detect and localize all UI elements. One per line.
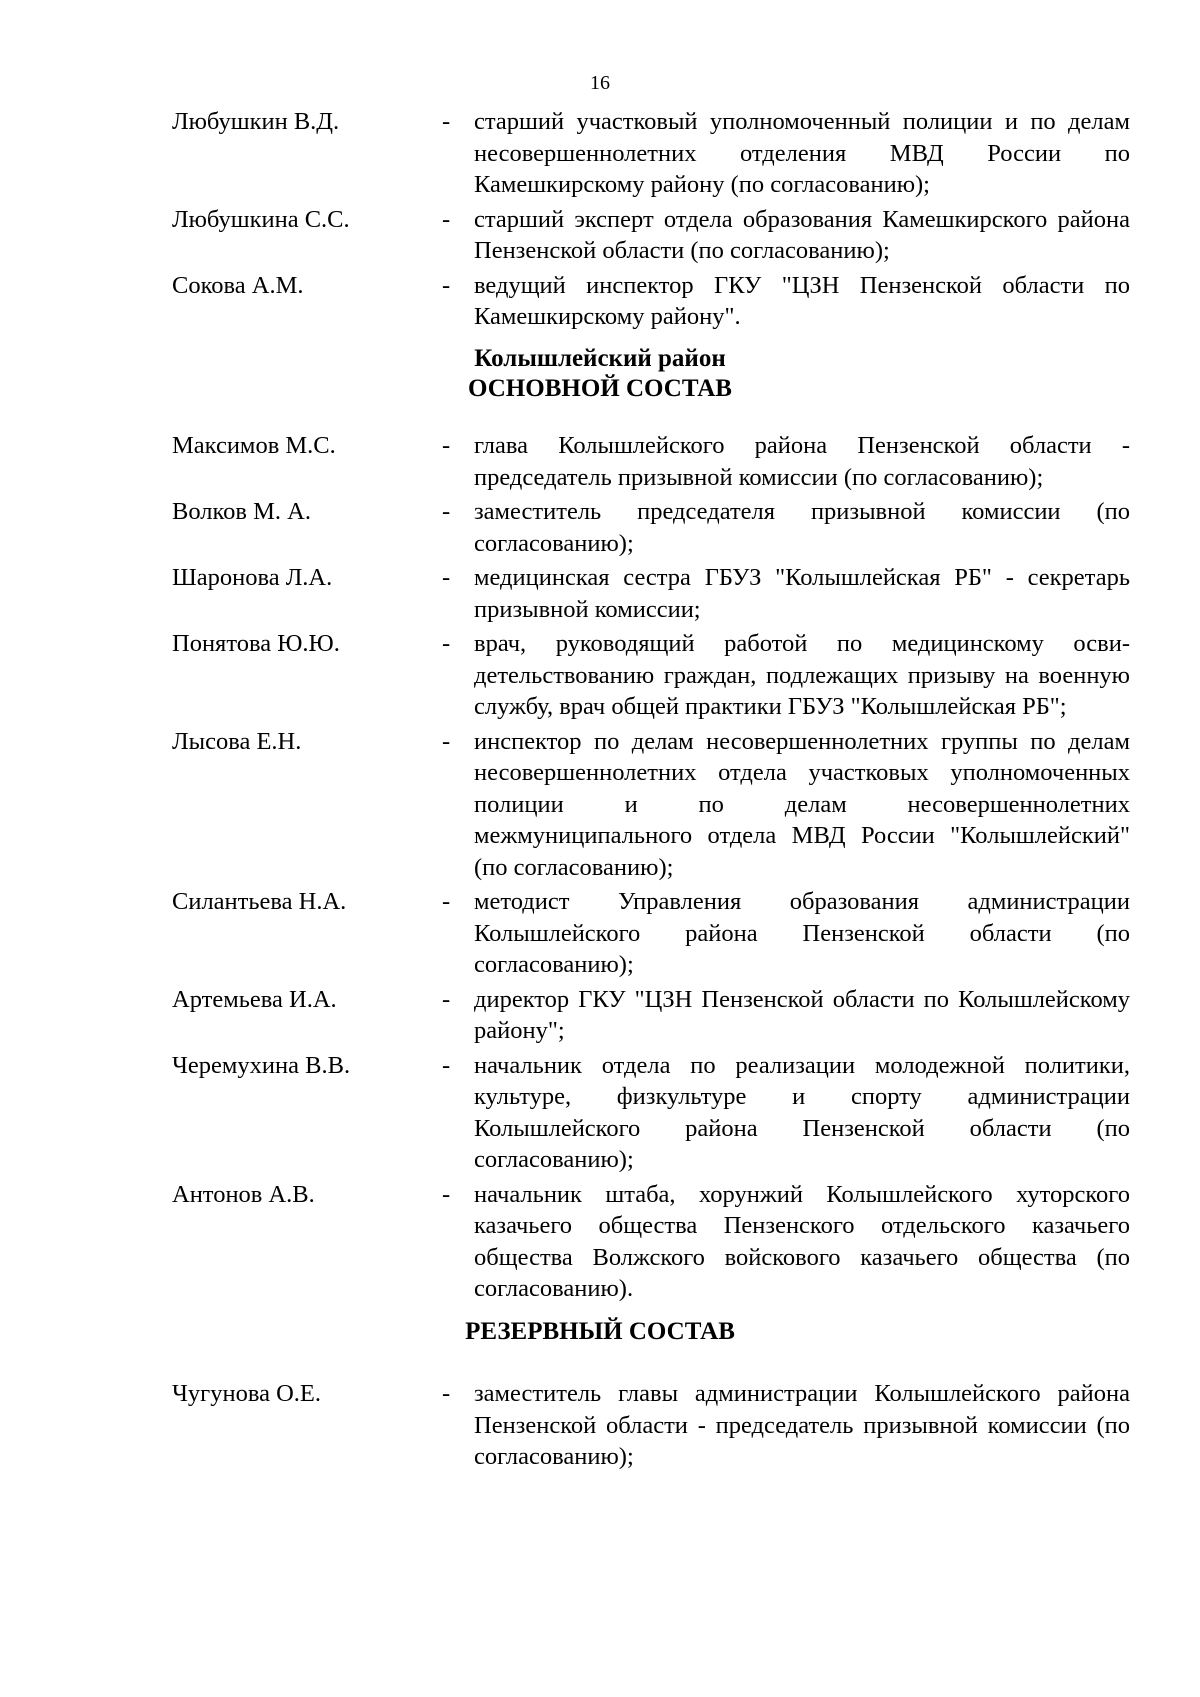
list-item <box>172 430 1130 493</box>
list-item <box>172 106 1130 201</box>
list-item <box>172 726 1130 884</box>
member-name: Силантьева Н.А. <box>172 888 347 915</box>
member-position: глава Колышлейского района Пензенской области - председатель призывной комиссии (по согласованию); <box>474 432 1130 491</box>
member-name: Чугунова О.Е. <box>172 1380 321 1407</box>
member-position: врач, руководящий работой по медицинскому осви-детельствованию граждан, подлежащих призыву на военную службу, врач общей практики ГБУЗ "Колышлейская РБ"; <box>474 630 1130 720</box>
list-item <box>172 496 1130 559</box>
member-position: начальник отдела по реализации молодежной политики, культуре, физкультуре и спорту администрации Колышлейского района Пензенской области (по согласованию); <box>474 1051 1130 1173</box>
dash: - <box>442 1051 451 1079</box>
member-position: методист Управления образования администрации Колышлейского района Пензенской области (по согласованию); <box>474 888 1130 978</box>
member-position: начальник штаба, хорунжий Колышлейского хуторского казачьего общества Пензенского отдельского казачьего общества Волжского войскового казачьего общества (по согласованию). <box>474 1180 1130 1302</box>
dash: - <box>442 1380 451 1407</box>
list-item <box>172 628 1130 723</box>
member-name: Артемьева И.А. <box>172 985 337 1013</box>
list-item <box>172 1050 1130 1176</box>
list-item <box>172 984 1130 1047</box>
member-name: Шаронова Л.А. <box>172 564 333 591</box>
member-name: Антонов А.В. <box>172 1180 315 1208</box>
dash: - <box>442 205 451 233</box>
member-position: ведущий инспектор ГКУ "ЦЗН Пензенской области по Камешкирскому району". <box>474 271 1130 330</box>
member-position: заместитель председателя призывной комиссии (по согласованию); <box>474 498 1130 557</box>
member-position: старший эксперт отдела образования Камешкирского района Пензенской области (по согласованию); <box>474 205 1130 264</box>
reserve-composition-heading: РЕЗЕРВНЫЙ СОСТАВ <box>465 1318 735 1345</box>
dash: - <box>442 888 451 915</box>
dash: - <box>442 985 451 1013</box>
list-item <box>172 1378 1130 1473</box>
main-entries-list <box>172 430 1130 1308</box>
member-name: Любушкин В.Д. <box>172 108 340 135</box>
member-name: Максимов М.С. <box>172 432 336 459</box>
list-item <box>172 562 1130 625</box>
member-position: инспектор по делам несовершеннолетних группы по делам несовершеннолетних отдела участковых уполномоченных полиции и по делам несовершеннолетних межмуниципального отдела МВД России "Колышлейский" (по согласованию); <box>474 727 1130 881</box>
member-name: Сокова А.М. <box>172 271 304 299</box>
dash: - <box>442 432 451 459</box>
dash: - <box>442 271 451 299</box>
top-entries-list <box>172 106 1130 336</box>
member-name: Понятова Ю.Ю. <box>172 630 340 657</box>
list-item <box>172 270 1130 333</box>
member-position: медицинская сестра ГБУЗ "Колышлейская РБ" - секретарь призывной комиссии; <box>474 564 1130 623</box>
dash: - <box>442 498 451 525</box>
dash: - <box>442 727 451 755</box>
main-composition-heading: ОСНОВНОЙ СОСТАВ <box>468 375 732 402</box>
member-name: Лысова Е.Н. <box>172 727 302 755</box>
dash: - <box>442 108 451 135</box>
member-name: Черемухина В.В. <box>172 1051 351 1079</box>
list-item <box>172 886 1130 981</box>
district-title: Колышлейский район <box>474 345 726 372</box>
member-name: Любушкина С.С. <box>172 205 350 233</box>
list-item <box>172 1179 1130 1305</box>
dash: - <box>442 1180 451 1208</box>
page-number: 16 <box>590 72 610 94</box>
dash: - <box>442 630 451 657</box>
member-name: Волков М. А. <box>172 498 311 525</box>
list-item <box>172 204 1130 267</box>
member-position: заместитель главы администрации Колышлейского района Пензенской области - председатель призывной комиссии (по согласованию); <box>474 1380 1130 1470</box>
member-position: старший участковый уполномоченный полиции и по делам несовершеннолетних отделения МВД России по Камешкирскому району (по согласованию); <box>474 108 1130 198</box>
reserve-entries-list <box>172 1378 1130 1476</box>
member-position: директор ГКУ "ЦЗН Пензенской области по Колышлейскому району"; <box>474 985 1130 1044</box>
dash: - <box>442 564 451 591</box>
